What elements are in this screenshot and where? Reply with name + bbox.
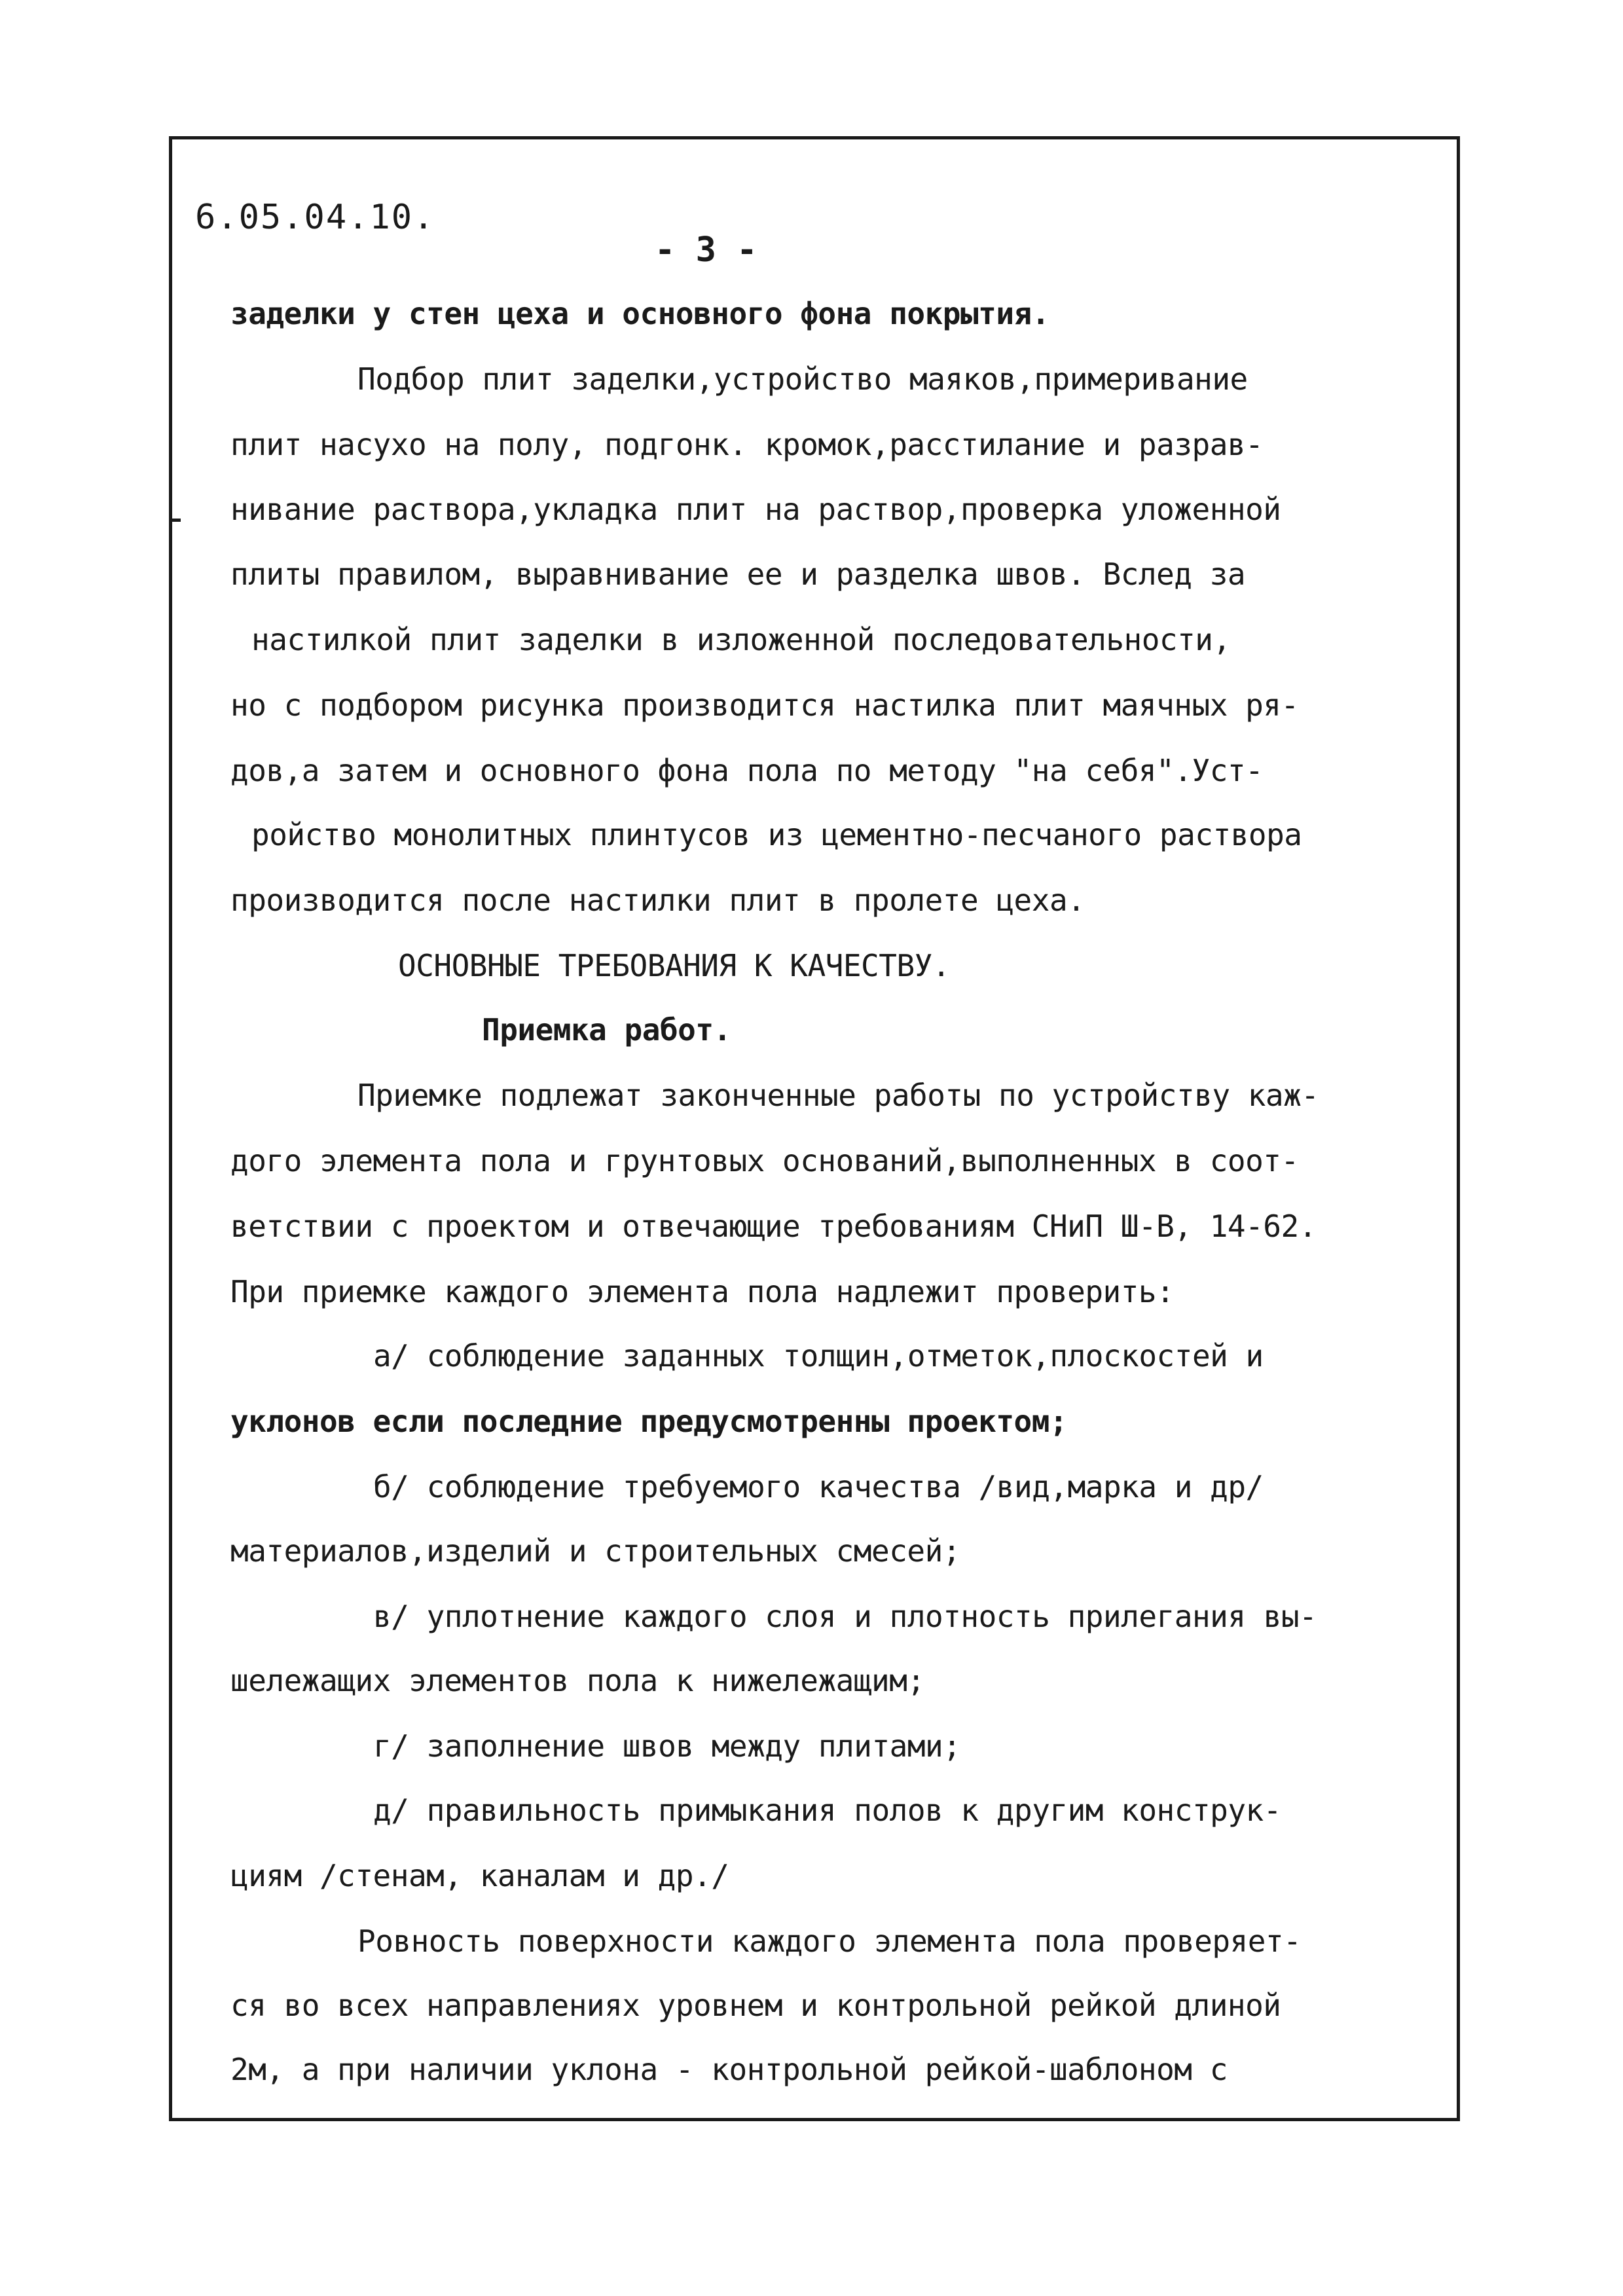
text-line: нивание раствора,укладка плит на раствор,проверка уложенной — [230, 492, 1281, 527]
subsection-heading: Приемка работ. — [482, 1012, 731, 1048]
text-line: производится после настилки плит в пролете цеха. — [230, 883, 1085, 918]
text-line: заделки у стен цеха и основного фона покрытия. — [230, 296, 1049, 331]
list-item-continuation: материалов,изделий и строительных смесей; — [230, 1533, 960, 1569]
text-line: дого элемента пола и грунтовых оснований,выполненных в соот- — [230, 1143, 1299, 1178]
text-line: При приемке каждого элемента пола надлежит проверить: — [230, 1274, 1175, 1309]
frame-tick — [169, 519, 181, 522]
section-heading: ОСНОВНЫЕ ТРЕБОВАНИЯ К КАЧЕСТВУ. — [398, 948, 951, 983]
list-item: в/ уплотнение каждого слоя и плотность прилегания вы- — [373, 1599, 1317, 1634]
text-line: настилкой плит заделки в изложенной последовательности, — [251, 622, 1231, 657]
list-item: д/ правильность примыкания полов к другим конструк- — [373, 1793, 1281, 1828]
list-item-continuation: циям /стенам, каналам и др./ — [230, 1858, 729, 1893]
text-line: Подбор плит заделки,устройство маяков,примеривание — [357, 361, 1248, 397]
text-line: плит насухо на полу, подгонк. кромок,расстилание и разрав- — [230, 427, 1264, 462]
text-line: 2м, а при наличии уклона - контрольной рейкой-шаблоном с — [230, 2052, 1228, 2087]
text-line: ся во всех направлениях уровнем и контрольной рейкой длиной — [230, 1988, 1281, 2023]
list-item: г/ заполнение швов между плитами; — [373, 1728, 961, 1764]
text-line: Ровность поверхности каждого элемента пола проверяет- — [357, 1923, 1302, 1959]
text-line: дов,а затем и основного фона пола по методу "на себя".Уст- — [230, 753, 1264, 788]
page-number: - 3 - — [655, 230, 757, 270]
list-item-continuation: уклонов если последние предусмотренны проектом; — [230, 1404, 1068, 1439]
list-item: а/ соблюдение заданных толщин,отметок,плоскостей и — [373, 1338, 1264, 1374]
document-code: 6.05.04.10. — [195, 198, 435, 237]
text-line: Приемке подлежат законченные работы по устройству каж- — [357, 1078, 1319, 1113]
text-line: ройство монолитных плинтусов из цементно-песчаного раствора — [251, 817, 1302, 852]
text-line: ветствии с проектом и отвечающие требованиям СНиП Ш-В, 14-62. — [230, 1209, 1317, 1244]
text-line: но с подбором рисунка производится настилка плит маячных ря- — [230, 687, 1299, 723]
list-item: б/ соблюдение требуемого качества /вид,марка и др/ — [373, 1469, 1264, 1504]
text-line: плиты правилом, выравнивание ее и разделка швов. Вслед за — [230, 556, 1246, 592]
list-item-continuation: шележащих элементов пола к нижележащим; — [230, 1663, 925, 1698]
